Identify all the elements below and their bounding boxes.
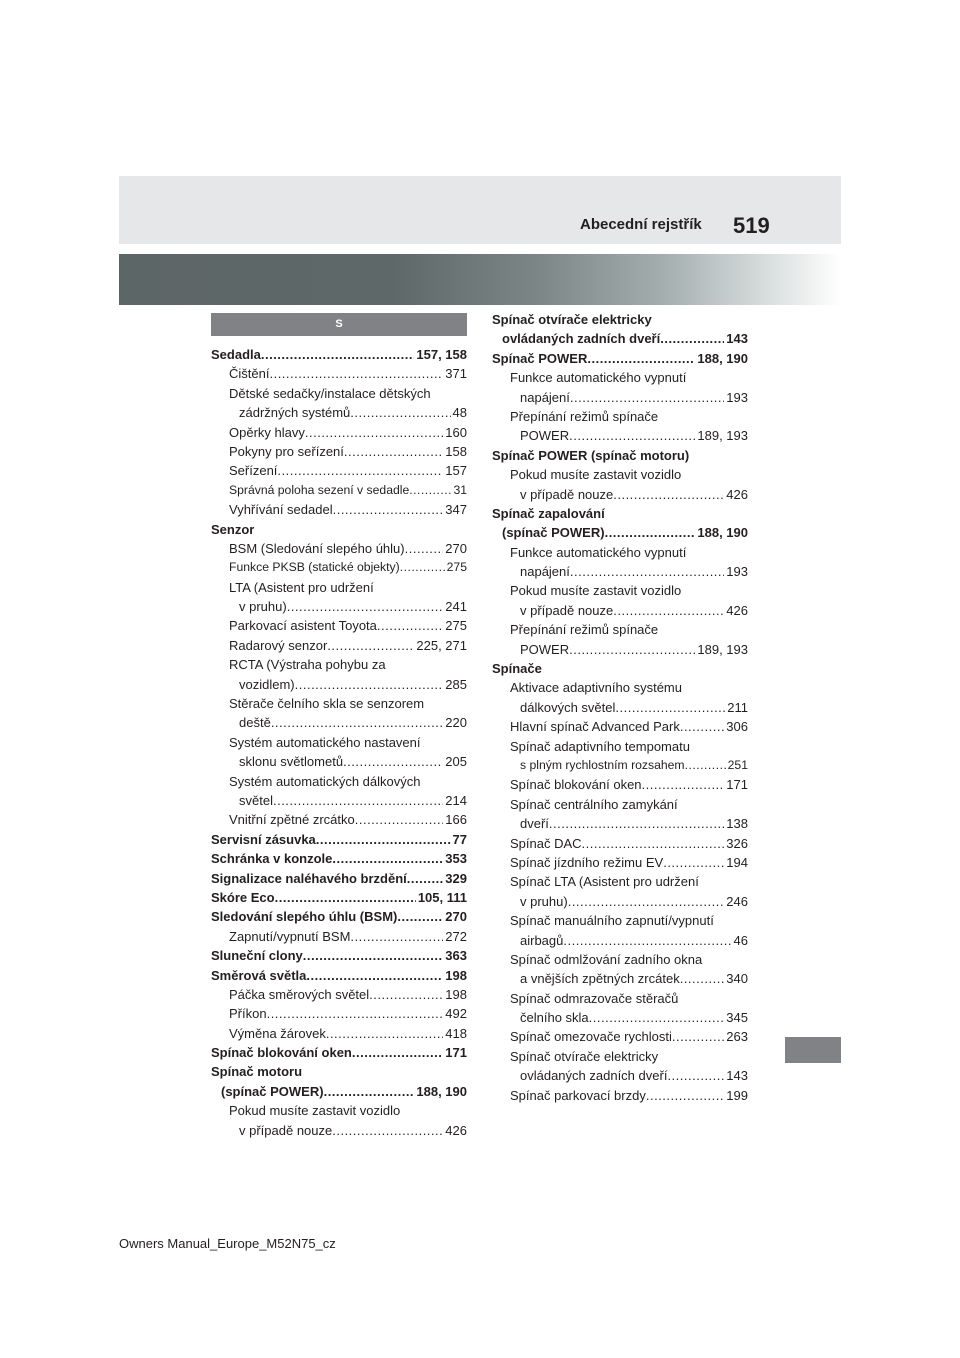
- index-entry: [492, 969, 748, 988]
- index-entry-text: Spínač blokování oken: [211, 1045, 352, 1061]
- index-entry: [492, 950, 748, 969]
- index-entry-page: 205: [445, 754, 467, 770]
- index-entry-text: Systém automatického nastavení: [229, 734, 421, 750]
- index-entry-page: 275: [445, 618, 467, 634]
- dot-leader: [549, 814, 724, 833]
- index-entry: [211, 500, 467, 519]
- index-entry-page: 194: [726, 854, 748, 870]
- index-entry-text: Vnitřní zpětné zrcátko: [229, 812, 355, 828]
- index-entry-text: Spínač adaptivního tempomatu: [510, 738, 690, 754]
- index-entry-page: 214: [445, 792, 467, 808]
- index-entry-text: Servisní zásuvka: [211, 831, 316, 847]
- index-entry: [211, 481, 467, 500]
- index-entry-text: (spínač POWER): [502, 525, 605, 541]
- index-entry: [211, 364, 467, 383]
- index-entry-page: 105, 111: [417, 889, 467, 905]
- index-entry: [492, 814, 748, 833]
- index-entry: [211, 694, 467, 713]
- dot-leader: [615, 698, 725, 717]
- index-entry: [211, 558, 467, 577]
- index-entry-text: Příkon: [229, 1006, 267, 1022]
- dot-leader: [568, 892, 725, 911]
- dot-leader: [663, 853, 724, 872]
- index-entry: [492, 465, 748, 484]
- index-entry-text: Opěrky hlavy: [229, 424, 305, 440]
- index-entry-page: 270: [445, 540, 467, 556]
- dot-leader: [275, 888, 416, 907]
- index-entry-text: světel: [239, 792, 273, 808]
- dot-leader: [327, 636, 414, 655]
- index-entry-text: Spínač LTA (Asistent pro udržení: [510, 874, 699, 890]
- index-entry-page: 246: [726, 893, 748, 909]
- index-entry-text: Pokud musíte zastavit vozidlo: [229, 1103, 401, 1119]
- index-entry-page: 77: [452, 831, 467, 847]
- index-entry: [211, 403, 467, 422]
- index-entry: [211, 946, 467, 965]
- index-entry-page: 270: [445, 909, 467, 925]
- index-entry-page: 193: [726, 564, 748, 580]
- index-entry-text: Radarový senzor: [229, 637, 328, 653]
- dot-leader: [613, 485, 724, 504]
- dot-leader: [350, 927, 443, 946]
- index-entry-text: airbagů: [520, 932, 564, 948]
- index-entry: [492, 756, 748, 775]
- index-entry-text: deště: [239, 715, 271, 731]
- index-entry-page: 143: [726, 1068, 748, 1084]
- index-entry-text: Spínač zapalování: [492, 505, 605, 521]
- index-entry-page: 347: [445, 502, 467, 518]
- index-entry: [211, 849, 467, 868]
- index-entry-text: Výměna žárovek: [229, 1025, 326, 1041]
- index-entry-text: Senzor: [211, 521, 255, 537]
- index-entry: [211, 442, 467, 461]
- index-entry: [492, 640, 748, 659]
- index-entry: [492, 349, 748, 368]
- index-entry: [492, 1066, 748, 1085]
- index-side-tab: [785, 1037, 841, 1063]
- section-title: Abecední rejstřík: [580, 216, 702, 233]
- index-entry: [211, 869, 467, 888]
- index-entry: [211, 461, 467, 480]
- index-entry: [211, 616, 467, 635]
- index-entry: [211, 888, 467, 907]
- index-entry-text: Pokyny pro seřízení: [229, 443, 344, 459]
- header-gradient-bar: [119, 254, 841, 305]
- index-entry-text: (spínač POWER): [221, 1083, 324, 1099]
- index-entry-page: 189, 193: [697, 641, 748, 657]
- footer-text: Owners Manual_Europe_M52N75_cz: [119, 1236, 336, 1251]
- index-entry-page: 263: [726, 1029, 748, 1045]
- index-entry: [211, 675, 467, 694]
- index-entry-page: 211: [727, 699, 748, 715]
- index-entry-text: Signalizace naléhavého brzdění: [211, 870, 407, 886]
- index-entry: [492, 388, 748, 407]
- dot-leader: [332, 1121, 443, 1140]
- index-entry-page: 143: [726, 331, 748, 347]
- index-entry-text: Sledování slepého úhlu (BSM): [211, 909, 398, 925]
- dot-leader: [570, 562, 724, 581]
- index-entry: [211, 636, 467, 655]
- index-entry: [211, 1024, 467, 1043]
- index-entry: [211, 1101, 467, 1120]
- dot-leader: [305, 423, 443, 442]
- dot-leader: [667, 1066, 724, 1085]
- dot-leader: [303, 946, 444, 965]
- index-entry: [211, 1004, 467, 1023]
- index-entry-page: 158: [445, 443, 467, 459]
- index-entry: [211, 733, 467, 752]
- index-entry-text: Spínač motoru: [211, 1064, 303, 1080]
- index-entry: [211, 791, 467, 810]
- index-entry-page: 31: [453, 482, 467, 497]
- index-entry: [492, 446, 748, 465]
- page-number: 519: [733, 213, 770, 238]
- index-entry-page: 166: [445, 812, 467, 828]
- index-entry-page: 345: [726, 1010, 748, 1026]
- index-entry: [211, 655, 467, 674]
- index-entry-text: s plným rychlostním rozsahem: [520, 757, 685, 772]
- dot-leader: [680, 969, 725, 988]
- index-entry-page: 188, 190: [416, 1083, 467, 1099]
- index-entry: [492, 931, 748, 950]
- index-entry-text: RCTA (Výstraha pohybu za: [229, 657, 386, 673]
- index-entry-text: Hlavní spínač Advanced Park: [510, 719, 680, 735]
- index-entry: [492, 698, 748, 717]
- index-entry-page: 492: [445, 1006, 467, 1022]
- index-entry: [492, 310, 748, 329]
- index-entry-text: Přepínání režimů spínače: [510, 408, 659, 424]
- index-entry-page: 157, 158: [416, 347, 467, 362]
- index-entry-page: 426: [726, 486, 748, 502]
- index-entry-page: 189, 193: [697, 428, 748, 444]
- index-entry-text: BSM (Sledování slepého úhlu): [229, 540, 405, 556]
- index-entry-text: Přepínání režimů spínače: [510, 622, 659, 638]
- index-entry-page: 46: [733, 932, 748, 948]
- index-entry-page: 188, 190: [697, 350, 748, 366]
- dot-leader: [344, 442, 443, 461]
- index-entry-text: napájení: [520, 564, 570, 580]
- index-entry-text: Spínač DAC: [510, 835, 582, 851]
- dot-leader: [685, 756, 726, 775]
- index-entry-page: 198: [445, 986, 467, 1002]
- index-entry: [211, 810, 467, 829]
- index-entry: [211, 423, 467, 442]
- dot-leader: [277, 461, 443, 480]
- index-entry: [492, 426, 748, 445]
- index-entry-text: Spínač otvírače elektricky: [510, 1048, 659, 1064]
- index-entry: [492, 1027, 748, 1046]
- index-entry: [492, 543, 748, 562]
- index-entry-text: Sedadla: [211, 347, 261, 362]
- index-entry-text: Systém automatických dálkových: [229, 773, 421, 789]
- index-entry: [492, 1047, 748, 1066]
- index-entry: [211, 384, 467, 403]
- index-entry: [492, 775, 748, 794]
- index-entry-page: 251: [727, 757, 748, 772]
- index-entry: [211, 345, 467, 364]
- index-entry-text: Skóre Eco: [211, 889, 275, 905]
- index-entry: [211, 1043, 467, 1062]
- index-entry: [492, 717, 748, 736]
- index-entry-text: POWER: [520, 641, 570, 657]
- index-entry: [211, 966, 467, 985]
- index-entry-text: Spínač parkovací brzdy: [510, 1087, 646, 1103]
- index-entry-text: Spínač omezovače rychlosti: [510, 1029, 672, 1045]
- index-entry: [492, 1086, 748, 1105]
- index-entry-text: Spínač blokování oken: [510, 777, 642, 793]
- dot-leader: [352, 1043, 443, 1062]
- dot-leader: [377, 616, 443, 635]
- index-entry-text: Seřízení: [229, 463, 278, 479]
- index-entry-text: Spínač odmlžování zadního okna: [510, 951, 703, 967]
- letter-heading: S: [211, 313, 467, 336]
- dot-leader: [261, 345, 415, 364]
- dot-leader: [333, 500, 444, 519]
- index-entry-page: 418: [445, 1025, 467, 1041]
- index-entry-text: v případě nouze: [520, 602, 614, 618]
- index-entry: [492, 601, 748, 620]
- index-entry-text: Funkce automatického vypnutí: [510, 370, 687, 386]
- index-entry: [492, 659, 748, 678]
- index-entry: [211, 597, 467, 616]
- dot-leader: [672, 1027, 724, 1046]
- index-entry: [211, 927, 467, 946]
- index-entry-text: Funkce automatického vypnutí: [510, 544, 687, 560]
- dot-leader: [569, 426, 695, 445]
- index-entry: [492, 620, 748, 639]
- index-entry-text: Spínač otvírače elektricky: [492, 312, 652, 327]
- index-entry-text: Čištění: [229, 366, 270, 382]
- index-entry: [492, 562, 748, 581]
- index-entry: [211, 539, 467, 558]
- dot-leader: [369, 985, 443, 1004]
- index-entry-page: 326: [726, 835, 748, 851]
- index-entry-text: čelního skla: [520, 1010, 589, 1026]
- index-entry-text: Schránka v konzole: [211, 851, 333, 867]
- dot-leader: [267, 1004, 444, 1023]
- index-entry-text: Sluneční clony: [211, 948, 303, 964]
- index-column-left: [211, 345, 467, 1140]
- dot-leader: [287, 597, 444, 616]
- index-entry: [492, 329, 748, 348]
- index-entry-text: sklonu světlometů: [239, 754, 344, 770]
- index-entry-text: Směrová světla: [211, 967, 307, 983]
- index-entry: [492, 678, 748, 697]
- index-entry-page: 329: [445, 870, 467, 886]
- dot-leader: [680, 717, 724, 736]
- dot-leader: [355, 810, 444, 829]
- index-entry-text: a vnějších zpětných zrcátek: [520, 971, 680, 987]
- index-entry-page: 371: [445, 366, 467, 382]
- dot-leader: [306, 966, 443, 985]
- index-entry: [211, 1082, 467, 1101]
- index-entry-text: LTA (Asistent pro udržení: [229, 579, 374, 595]
- index-entry: [211, 713, 467, 732]
- index-entry: [492, 853, 748, 872]
- index-entry-page: 199: [726, 1087, 748, 1103]
- index-entry: [492, 523, 748, 542]
- dot-leader: [613, 601, 724, 620]
- index-entry: [492, 1008, 748, 1027]
- index-entry-text: Dětské sedačky/instalace dětských: [229, 385, 431, 401]
- index-entry-text: Páčka směrových světel: [229, 986, 370, 1002]
- index-entry-text: v pruhu): [520, 893, 568, 909]
- index-entry: [211, 772, 467, 791]
- dot-leader: [400, 558, 445, 577]
- dot-leader: [646, 1086, 724, 1105]
- index-entry: [492, 911, 748, 930]
- index-entry-text: Spínač centrálního zamykání: [510, 796, 678, 812]
- index-entry-text: ovládaných zadních dveří: [502, 331, 661, 347]
- index-entry-text: dálkových světel: [520, 699, 616, 715]
- dot-leader: [324, 1082, 415, 1101]
- index-entry: [492, 485, 748, 504]
- index-entry-text: Zapnutí/vypnutí BSM: [229, 928, 351, 944]
- index-entry-text: POWER: [520, 428, 570, 444]
- dot-leader: [271, 713, 443, 732]
- index-entry-page: 241: [445, 599, 467, 615]
- index-entry: [492, 368, 748, 387]
- index-entry-page: 160: [445, 424, 467, 440]
- index-entry-text: vozidlem): [239, 676, 295, 692]
- index-entry-text: Spínače: [492, 661, 542, 677]
- index-entry-text: Spínač POWER (spínač motoru): [492, 447, 690, 463]
- index-entry-text: Pokud musíte zastavit vozidlo: [510, 583, 682, 599]
- index-entry-page: 171: [445, 1045, 467, 1061]
- dot-leader: [569, 640, 695, 659]
- index-entry-page: 225, 271: [416, 637, 467, 653]
- index-entry: [492, 504, 748, 523]
- index-entry-text: Spínač POWER: [492, 350, 588, 366]
- index-entry: [492, 581, 748, 600]
- index-entry-text: Spínač manuálního zapnutí/vypnutí: [510, 913, 714, 929]
- index-entry: [211, 1121, 467, 1140]
- index-entry: [492, 989, 748, 1008]
- dot-leader: [332, 849, 443, 868]
- index-entry-text: Vyhřívání sedadel: [229, 502, 333, 518]
- index-entry-text: zádržných systémů: [239, 405, 351, 421]
- dot-leader: [570, 388, 724, 407]
- dot-leader: [409, 481, 451, 500]
- index-entry: [211, 830, 467, 849]
- dot-leader: [660, 329, 724, 348]
- index-entry-page: 340: [726, 971, 748, 987]
- dot-leader: [587, 349, 695, 368]
- index-entry-page: 157: [445, 463, 467, 479]
- index-entry: [211, 1062, 467, 1081]
- index-entry-text: napájení: [520, 389, 570, 405]
- index-entry-page: 426: [726, 602, 748, 618]
- dot-leader: [642, 775, 725, 794]
- index-entry: [211, 520, 467, 539]
- index-entry: [492, 872, 748, 891]
- index-entry: [211, 578, 467, 597]
- index-entry-page: 48: [452, 405, 467, 421]
- index-entry-text: v pruhu): [239, 599, 287, 615]
- dot-leader: [316, 830, 451, 849]
- index-entry: [211, 985, 467, 1004]
- index-entry-page: 138: [726, 816, 748, 832]
- index-entry-text: Spínač odmrazovače stěračů: [510, 990, 679, 1006]
- index-entry-page: 188, 190: [697, 525, 748, 541]
- index-entry-text: Správná poloha sezení v sedadle: [229, 482, 410, 497]
- dot-leader: [343, 752, 443, 771]
- dot-leader: [563, 931, 731, 950]
- index-entry-text: ovládaných zadních dveří: [520, 1068, 668, 1084]
- index-entry-page: 220: [445, 715, 467, 731]
- index-entry: [492, 892, 748, 911]
- index-entry-text: v případě nouze: [239, 1122, 333, 1138]
- index-entry-page: 426: [445, 1122, 467, 1138]
- dot-leader: [397, 907, 443, 926]
- dot-leader: [273, 791, 443, 810]
- index-entry-text: v případě nouze: [520, 486, 614, 502]
- dot-leader: [269, 364, 443, 383]
- index-entry-text: Pokud musíte zastavit vozidlo: [510, 467, 682, 483]
- dot-leader: [407, 869, 444, 888]
- index-entry: [492, 795, 748, 814]
- dot-leader: [350, 403, 450, 422]
- index-entry-page: 306: [726, 719, 748, 735]
- index-entry: [492, 407, 748, 426]
- index-entry-page: 198: [445, 967, 467, 983]
- dot-leader: [295, 675, 444, 694]
- index-entry-page: 272: [445, 928, 467, 944]
- index-entry-page: 363: [445, 948, 467, 964]
- index-entry: [492, 834, 748, 853]
- index-entry: [211, 907, 467, 926]
- dot-leader: [582, 834, 725, 853]
- index-entry-text: dveří: [520, 816, 549, 832]
- index-entry-text: Stěrače čelního skla se senzorem: [229, 696, 425, 712]
- index-entry-page: 353: [445, 851, 467, 867]
- dot-leader: [405, 539, 444, 558]
- index-entry-text: Parkovací asistent Toyota: [229, 618, 377, 634]
- index-entry-text: Funkce PKSB (statické objekty): [229, 560, 400, 575]
- index-entry-text: Spínač jízdního režimu EV: [510, 854, 664, 870]
- dot-leader: [589, 1008, 725, 1027]
- index-entry-page: 193: [726, 389, 748, 405]
- index-entry-page: 275: [446, 560, 467, 575]
- index-entry: [211, 752, 467, 771]
- dot-leader: [326, 1024, 443, 1043]
- dot-leader: [605, 523, 696, 542]
- index-entry-page: 285: [445, 676, 467, 692]
- index-column-right: [492, 310, 748, 1105]
- index-entry: [492, 737, 748, 756]
- index-entry-text: Aktivace adaptivního systému: [510, 680, 682, 696]
- index-entry-page: 171: [726, 777, 748, 793]
